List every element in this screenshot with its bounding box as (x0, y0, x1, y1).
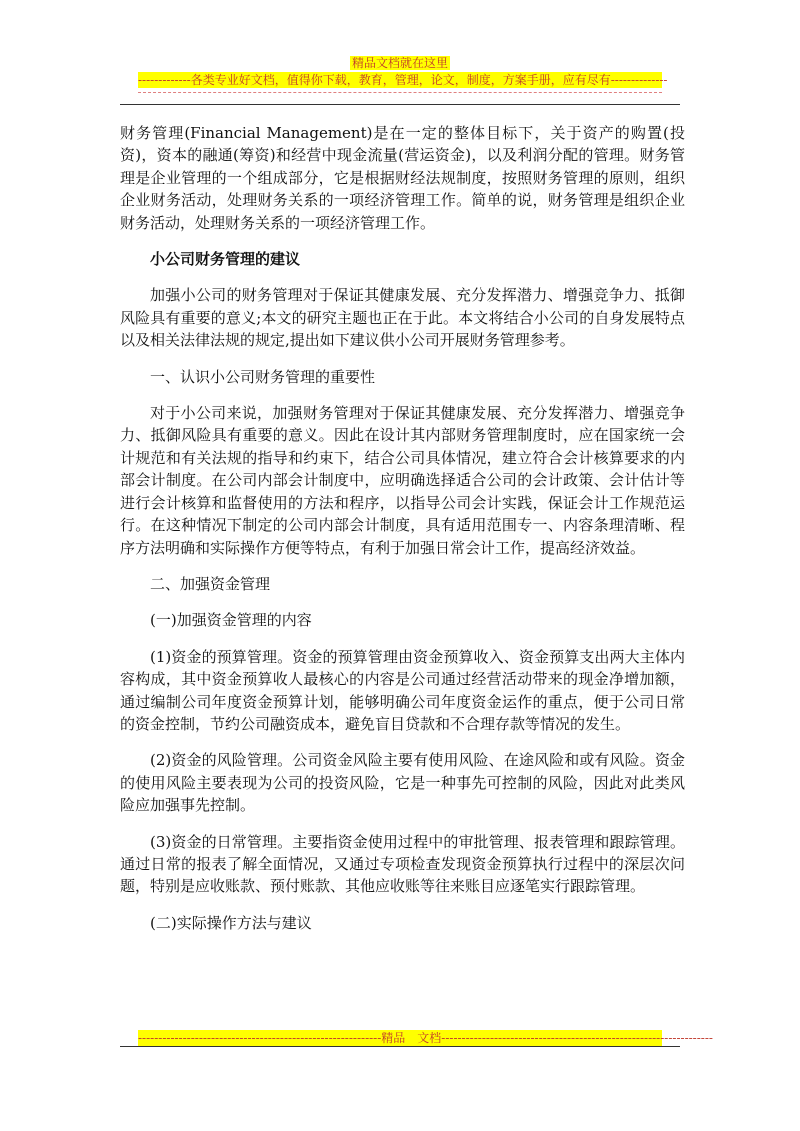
intro-paragraph: 财务管理(Financial Management)是在一定的整体目标下，关于资产的购置(投资)，资本的融通(筹资)和经营中现金流量(营运资金)，以及利润分配的管理。财务管理是企业管理的一个组成部分，它是根据财经法规制度，按照财务管理的原则，组织企业财务活动，处理财务关系的一项经济管理工作。简单的说，财务管理是组织企业财务活动，处理财务关系的一项经济管理工作。 (120, 124, 685, 232)
header-subtitle: -------------各类专业好文档，值得你下载，教育，管理，论文，制度，方案手册，应有尽有-------------- (138, 73, 668, 87)
list-item: (3)资金的日常管理。主要指资金使用过程中的审批管理、报表管理和跟踪管理。通过日常的报表了解全面情况，又通过专项检查发现资金预算执行过程中的深层次问题，特别是应收账款、预付账款、其他应收账等往来账目应逐笔实行跟踪管理。 (120, 832, 685, 896)
footer-rule (120, 1046, 680, 1047)
list-item: (1)资金的预算管理。资金的预算管理由资金预算收入、资金预算支出两大主体内容构成，其中资金预算收人最核心的内容是公司通过经营活动带来的现金净增加额，通过编制公司年度资金预算计划，能够明确公司年度资金运作的重点，便于公司日常的资金控制，节约公司融资成本，避免盲目贷款和不合理存款等情况的发生。 (120, 647, 685, 733)
header-dashed-divider (138, 92, 662, 93)
subsection-title: (一)加强资金管理的内容 (150, 611, 312, 630)
header-rule (120, 104, 680, 105)
footer-text: ------------------------------------------------------------精品 文档------------------------------------------------------------------- (138, 1031, 713, 1045)
section-heading: 小公司财务管理的建议 (150, 250, 301, 269)
paragraph: 加强小公司的财务管理对于保证其健康发展、充分发挥潜力、增强竞争力、抵御风险具有重要的意义;本文的研究主题也正在于此。本文将结合小公司的自身发展特点以及相关法律法规的规定,提出如下建议供小公司开展财务管理参考。 (120, 286, 685, 350)
section-title: 一、认识小公司财务管理的重要性 (150, 367, 376, 386)
list-item: (2)资金的风险管理。公司资金风险主要有使用风险、在途风险和或有风险。资金的使用风险主要表现为公司的投资风险，它是一种事先可控制的风险，因此对此类风险应加强事先控制。 (120, 751, 685, 815)
subsection-title: (二)实际操作方法与建议 (150, 913, 312, 932)
document-body (120, 122, 685, 938)
header-title: 精品文档就在这里 (351, 56, 448, 70)
paragraph: 对于小公司来说，加强财务管理对于保证其健康发展、充分发挥潜力、增强竞争力、抵御风险具有重要的意义。因此在设计其内部财务管理制度时，应在国家统一会计规范和有关法规的指导和约束下，结合公司具体情况，建立符合会计核算要求的内部会计制度。在公司内部会计制度中，应明确选择适合公司的会计政策、会计估计等进行会计核算和监督使用的方法和程序，以指导公司会计实践，保证会计工作规范运行。在这种情况下制定的公司内部会计制度，具有适用范围专一、内容条理清晰、程序方法明确和实际操作方便等特点，有利于加强日常会计工作，提高经济效益。 (120, 404, 685, 557)
section-title: 二、加强资金管理 (150, 574, 271, 593)
